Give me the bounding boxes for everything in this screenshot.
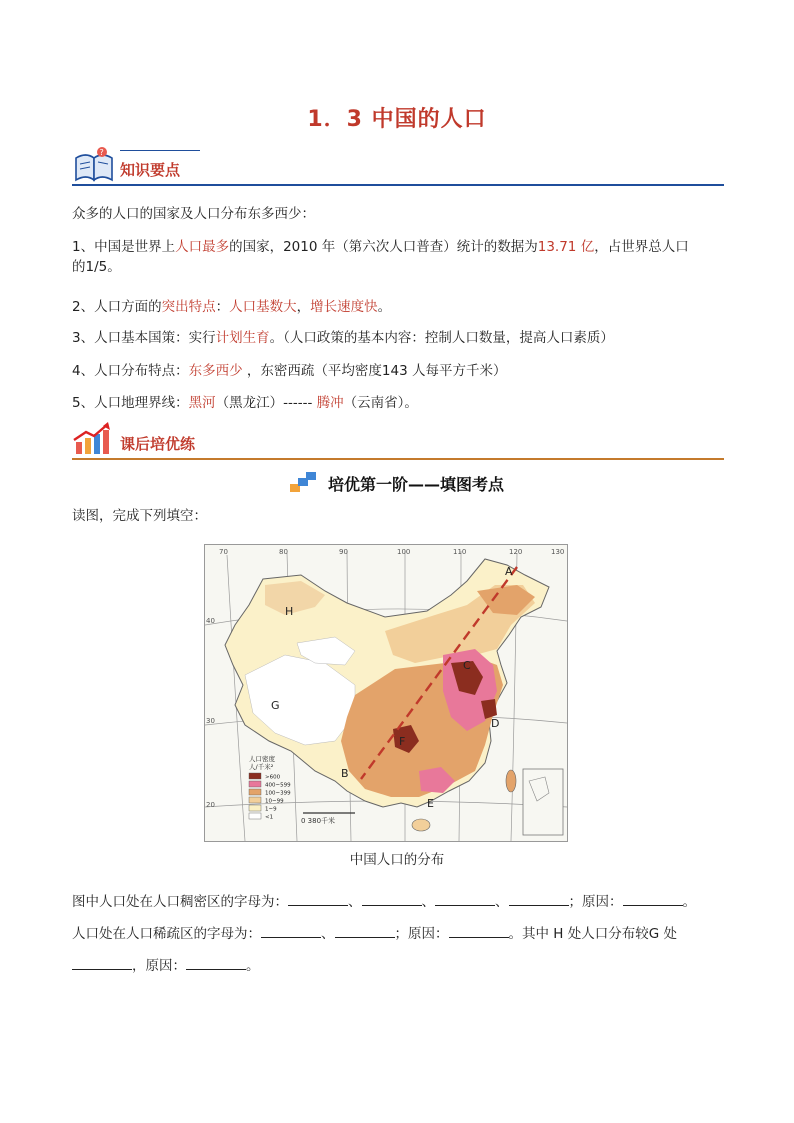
text-run: 。 bbox=[377, 299, 392, 315]
highlight-text: 计划生育 bbox=[215, 330, 270, 346]
legend-swatch bbox=[249, 805, 261, 811]
legend-swatch bbox=[249, 813, 261, 819]
answer-blank[interactable] bbox=[362, 891, 422, 906]
latitude-labels bbox=[206, 617, 215, 809]
legend-label: 1~9 bbox=[265, 806, 277, 813]
population-map bbox=[204, 544, 568, 842]
text-run: 3、人口基本国策：实行 bbox=[72, 330, 216, 346]
longitude-label: 130 bbox=[551, 548, 565, 556]
question-3 bbox=[72, 955, 724, 976]
text-run: 的1/5。 bbox=[72, 259, 121, 275]
question-text: 图中人口处在人口稠密区的字母为： bbox=[72, 894, 288, 910]
header-top-rule bbox=[120, 150, 200, 151]
legend-unit: 人/千米² bbox=[249, 763, 274, 771]
legend-title: 人口密度 bbox=[249, 755, 275, 763]
text-run: 。（人口政策的基本内容：控制人口数量，提高人口素质） bbox=[269, 330, 614, 346]
text-run: 4、人口分布特点： bbox=[72, 363, 189, 379]
legend-swatch bbox=[249, 773, 261, 779]
knowledge-item-1 bbox=[72, 237, 724, 277]
map-letter-h: H bbox=[285, 605, 294, 618]
question-text: 。其中 H 处人口分布较G 处 bbox=[508, 926, 677, 942]
answer-blank[interactable] bbox=[623, 891, 683, 906]
separator: 、 bbox=[321, 926, 335, 942]
longitude-label: 90 bbox=[339, 548, 348, 556]
text-run: 2、人口方面的 bbox=[72, 299, 162, 315]
map-letter-f: F bbox=[399, 735, 406, 748]
map-letter-g: G bbox=[271, 699, 280, 712]
question-text: 。 bbox=[682, 894, 696, 910]
longitude-label: 120 bbox=[509, 548, 523, 556]
section-header-knowledge bbox=[72, 146, 724, 186]
svg-text:?: ? bbox=[99, 148, 104, 157]
legend-label: <1 bbox=[265, 814, 274, 821]
highlight-text: 黑河 bbox=[188, 395, 216, 411]
legend-swatch bbox=[249, 781, 261, 787]
map-letter-d: D bbox=[491, 717, 500, 730]
highlight-text: 13.71 亿 bbox=[537, 239, 595, 255]
longitude-label: 80 bbox=[279, 548, 288, 556]
answer-blank[interactable] bbox=[186, 955, 246, 970]
taiwan bbox=[506, 770, 516, 792]
answer-blank[interactable] bbox=[288, 891, 348, 906]
text-run: 的国家，2010 年（第六次人口普查）统计的数据为 bbox=[229, 239, 538, 255]
longitude-label: 70 bbox=[219, 548, 228, 556]
latitude-label: 20 bbox=[206, 801, 215, 809]
latitude-label: 30 bbox=[206, 717, 215, 725]
legend-swatch bbox=[249, 789, 261, 795]
legend-label: 10~99 bbox=[265, 798, 284, 805]
highlight-text: 人口最多 bbox=[175, 239, 230, 255]
map-legend bbox=[249, 754, 291, 821]
text-run: ， bbox=[296, 299, 311, 315]
legend-label: 100~399 bbox=[265, 790, 291, 797]
map-svg bbox=[205, 545, 567, 841]
highlight-text: 增长速度快 bbox=[310, 299, 378, 315]
answer-blank[interactable] bbox=[449, 923, 509, 938]
steps-icon bbox=[290, 472, 322, 494]
practice-subhead bbox=[0, 472, 794, 495]
question-text: ；原因： bbox=[568, 894, 623, 910]
text-run: 1、中国是世界上 bbox=[72, 239, 176, 255]
answer-blank[interactable] bbox=[261, 923, 321, 938]
text-run: （黑龙江）------ bbox=[215, 395, 317, 411]
longitude-labels bbox=[219, 548, 564, 556]
highlight-text: 突出特点 bbox=[161, 299, 216, 315]
text-run: ，东密西疏（平均密度143 人每平方千米） bbox=[242, 363, 507, 379]
separator: 、 bbox=[495, 894, 509, 910]
section-header-practice bbox=[72, 420, 724, 460]
map-caption: 中国人口的分布 bbox=[349, 852, 445, 868]
section-label: 课后培优练 bbox=[120, 435, 196, 453]
map-letter-c: C bbox=[463, 659, 471, 672]
subhead-text: 培优第一阶——填图考点 bbox=[327, 475, 504, 494]
answer-blank[interactable] bbox=[72, 955, 132, 970]
section-label: 知识要点 bbox=[120, 161, 181, 179]
map-letter-b: B bbox=[341, 767, 349, 780]
text-run: ： bbox=[215, 299, 230, 315]
separator: 、 bbox=[421, 894, 435, 910]
knowledge-item-4 bbox=[72, 361, 724, 381]
answer-blank[interactable] bbox=[335, 923, 395, 938]
question-text: ，原因： bbox=[132, 958, 186, 974]
knowledge-item-2 bbox=[72, 297, 724, 317]
chart-up-icon bbox=[72, 422, 112, 456]
highlight-text: 腾冲 bbox=[316, 395, 344, 411]
text-run: （云南省）。 bbox=[343, 395, 418, 411]
longitude-label: 100 bbox=[397, 548, 411, 556]
knowledge-item-5 bbox=[72, 393, 724, 413]
legend-swatch bbox=[249, 797, 261, 803]
section-rule bbox=[72, 184, 724, 186]
south-sea-inset bbox=[523, 769, 563, 835]
question-text: 人口处在人口稀疏区的字母为： bbox=[72, 926, 261, 942]
question-text: 。 bbox=[246, 958, 260, 974]
instruction: 读图，完成下列填空： bbox=[72, 508, 207, 524]
knowledge-intro: 众多的人口的国家及人口分布东多西少： bbox=[72, 206, 315, 222]
question-text: ；原因： bbox=[394, 926, 449, 942]
hainan bbox=[412, 819, 430, 831]
map-letter-e: E bbox=[427, 797, 434, 810]
scale-label: 0 380千米 bbox=[301, 817, 336, 825]
knowledge-item-3 bbox=[72, 328, 724, 348]
legend-label: 400~599 bbox=[265, 782, 291, 789]
question-1 bbox=[72, 891, 724, 912]
separator: 、 bbox=[348, 894, 362, 910]
section-rule bbox=[72, 458, 724, 460]
text-run: ，占世界总人口 bbox=[594, 239, 689, 255]
map-letter-a: A bbox=[505, 565, 513, 578]
book-icon bbox=[72, 146, 116, 184]
legend-label: >600 bbox=[265, 774, 281, 781]
question-2 bbox=[72, 923, 724, 944]
answer-blank[interactable] bbox=[509, 891, 569, 906]
text-run: 5、人口地理界线： bbox=[72, 395, 189, 411]
highlight-text: 人口基数大 bbox=[229, 299, 297, 315]
latitude-label: 40 bbox=[206, 617, 215, 625]
highlight-text: 东多西少 bbox=[188, 363, 243, 379]
answer-blank[interactable] bbox=[435, 891, 495, 906]
longitude-label: 110 bbox=[453, 548, 467, 556]
page-title: 1．3 中国的人口 bbox=[307, 107, 487, 132]
